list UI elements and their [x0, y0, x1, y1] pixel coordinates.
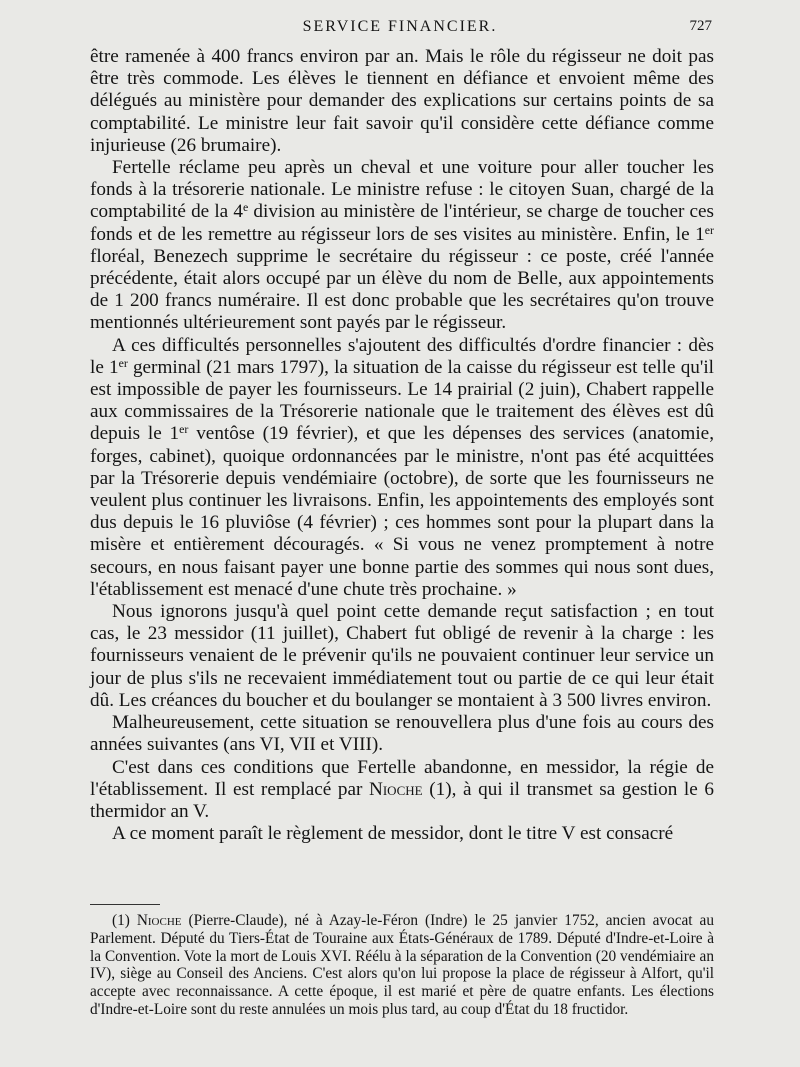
paragraph: C'est dans ces conditions que Fertelle abandonne, en messidor, la régie de l'établissement. Il est remplacé par Nioche (1), à qui il transmet sa gestion le 6 thermidor an V.: [90, 756, 714, 822]
paragraph: Malheureusement, cette situation se renouvellera plus d'une fois au cours des années suivantes (ans VI, VII et VIII).: [90, 712, 714, 756]
superscript: e: [242, 200, 249, 215]
paragraph: A ces difficultés personnelles s'ajoutent des difficultés d'ordre financier : dès le 1er germinal (21 mars 1797), la situation de la caisse du régisseur est telle qu'il est impossible de payer les fournisseurs. Le 14 prairial (2 juin), Chabert rappelle aux commissaires de la Trésorerie nationale que le traitement des élèves est dû depuis le 1er ventôse (19 février), et que les dépenses des services (anatomie, forges, cabinet), quoique ordonnancées par le ministre, n'ont pas été acquittées par la Trésorerie depuis vendémiaire (octobre), de sorte que les fournisseurs ne veulent plus continuer les livraisons. Enfin, les appointements des employés sont dus depuis le 16 pluviôse (4 février) ; ces hommes sont pour la plupart dans la misère et entièrement découragés. « Si vous ne venez promptement à notre secours, en nous faisant payer une bonne partie des sommes qui nous sont dues, l'établissement est menacé d'une chute très prochaine. »: [90, 334, 715, 600]
superscript: er: [179, 422, 189, 437]
paragraph: Nous ignorons jusqu'à quel point cette demande reçut satisfaction ; en tout cas, le 23 messidor (11 juillet), Chabert fut obligé de revenir à la charge : les fournisseurs venaient de le prévenir qu'ils ne pouvaient continuer leur service un jour de plus s'ils ne recevaient immédiatement tout ou partie de ce qui leur était dû. Les créances du boucher et du boulanger se montaient à 3 500 livres environ.: [90, 601, 714, 711]
footnote-text: (Pierre-Claude), né à Azay-le-Féron (Indre) le 25 janvier 1752, ancien avocat au Parlement. Député du Tiers-État de Touraine aux États-Généraux de 1789. Député d'Indre-et-Loire à la Convention. Vote la mort de Louis XVI. Réélu à la séparation de la Convention (20 vendémiaire an IV), siège au Conseil des Anciens. C'est alors qu'on lui propose la place de régisseur à Alfort, qu'il accepte avec reconnaissance. A cette époque, il est marié et père de quatre enfants. Les élections d'Indre-et-Loire sont du reste annulées un mois plus tard, au coup d'État du 18 fructidor.: [90, 912, 714, 1018]
paragraph: être ramenée à 400 francs environ par an. Mais le rôle du régisseur ne doit pas être très commode. Les élèves le tiennent en défiance et envoient même des délégués au ministère pour demander des explications sur certains points de sa comptabilité. Le ministre leur fait savoir qu'il considère cette défiance comme injurieuse (26 brumaire).: [90, 46, 714, 156]
footnote-separator: [90, 904, 160, 905]
page-number: 727: [689, 18, 712, 34]
footnote-marker: (1): [112, 912, 137, 929]
person-name: Nioche: [369, 778, 423, 800]
footnote: [90, 912, 714, 1019]
page-header: [0, 18, 800, 42]
body-text: [90, 46, 714, 845]
superscript: er: [704, 222, 714, 237]
running-title: SERVICE FINANCIER.: [302, 18, 498, 35]
paragraph: A ce moment paraît le règlement de messidor, dont le titre V est consacré: [112, 823, 674, 845]
person-name: Nioche: [136, 912, 182, 929]
paragraph: Fertelle réclame peu après un cheval et une voiture pour aller toucher les fonds à la trésorerie nationale. Le ministre refuse : le citoyen Suan, chargé de la comptabilité de la 4e division au ministère de l'intérieur, se charge de toucher ces fonds et de les remettre au régisseur lors de ses visites au ministère. Enfin, le 1er floréal, Benezech supprime le secrétaire du régisseur : ce poste, créé l'année précédente, était alors occupé par un élève du nom de Belle, aux appointements de 1 200 francs numéraire. Il est donc probable que les secrétaires qu'on trouve mentionnés ultérieurement sont payés par le régisseur.: [90, 157, 715, 334]
superscript: er: [118, 355, 128, 370]
